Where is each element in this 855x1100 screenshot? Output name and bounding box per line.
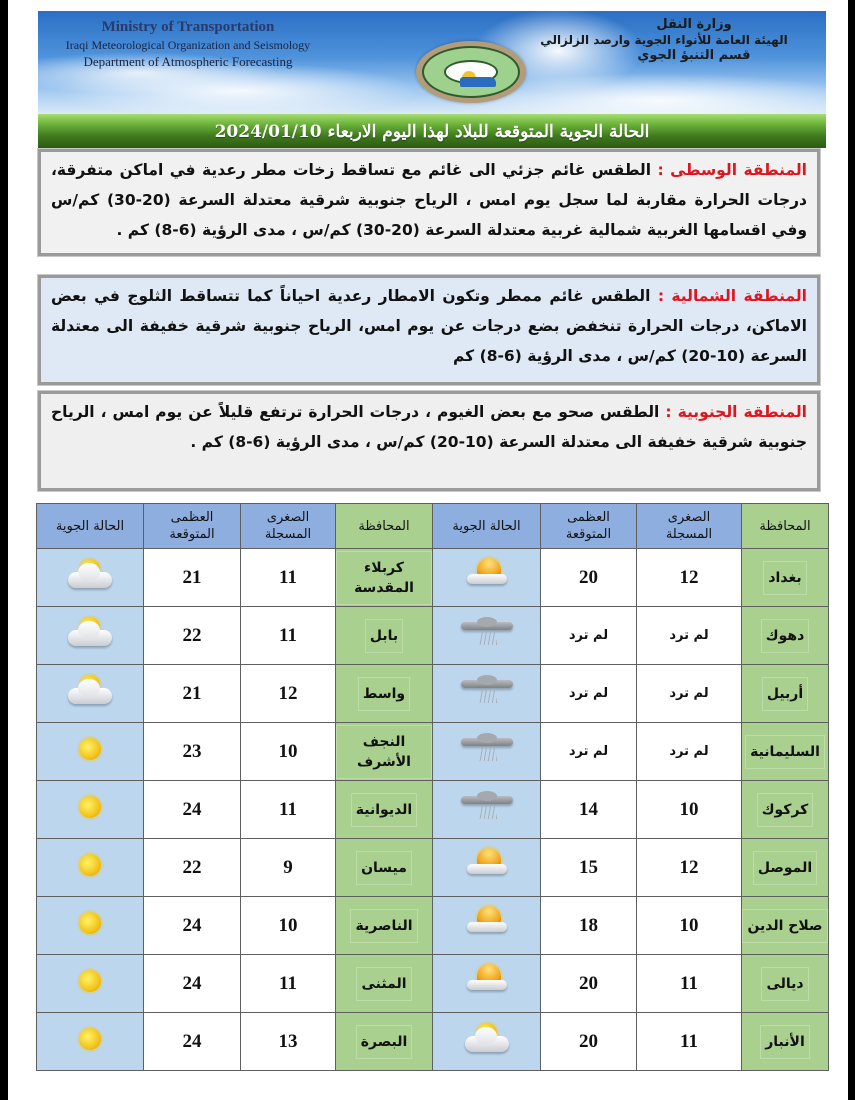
max-temp-cell: لم ترد [541,723,637,781]
header-weather: الحالة الجوية [433,504,541,549]
page-title: الحالة الجوية المتوقعة للبلاد لهذا اليوم الاربعاء 2024/01/10 [38,114,826,148]
min-temp-cell: 10 [241,723,336,781]
table-row [37,607,829,665]
weather-cell [433,781,541,839]
weather-cell [433,897,541,955]
min-temp-cell: 11 [241,781,336,839]
min-temp-cell: 11 [241,607,336,665]
mostly-sunny-icon [459,904,515,944]
governorate-cell: صلاح الدين [742,897,829,955]
region-label: المنطقة الجنوبية : [665,403,807,421]
weather-cell [37,665,144,723]
table-row [37,1013,829,1071]
table-row [37,665,829,723]
max-temp-cell: 22 [144,839,241,897]
governorate-cell: المثنى [336,955,433,1013]
governorate-cell: بابل [336,607,433,665]
header-banner [38,11,826,114]
department-name-ar: قسم التنبؤ الجوي [637,48,751,63]
header-max: العظمى المتوقعة [541,504,637,549]
english-header [48,19,328,70]
min-temp-cell: 12 [241,665,336,723]
weather-cell [433,723,541,781]
arabic-header [514,17,814,63]
max-temp-cell: 21 [144,549,241,607]
weather-cell [433,549,541,607]
weather-cell [37,1013,144,1071]
header-weather: الحالة الجوية [37,504,144,549]
region-text: الطقس غائم جزئي الى غائم مع تساقط زخات مطر رعدية في اماكن متفرقة، درجات الحرارة مقاربة لما سجل يوم امس ، الرياح جنوبية شرقية معتدلة السرعة (20-30) كم/س وفي اقسامها الغربية شمالية غربية معتدلة السرعة (20-30) كم/س ، مدى الرؤية (6-8) كم . [51,161,807,239]
min-temp-cell: 10 [637,781,742,839]
governorate-cell: السليمانية [742,723,829,781]
organization-logo-icon [416,41,526,103]
max-temp-cell: 24 [144,897,241,955]
region-text: الطقس صحو مع بعض الغيوم ، درجات الحرارة ترتفع قليلاً عن يوم امس ، الرياح جنوبية شرقية خفيفة الى معتدلة السرعة (10-20) كم/س ، مدى الرؤية (6-8) كم . [51,403,807,451]
sunny-icon [62,788,118,828]
governorate-cell: دهوك [742,607,829,665]
header-max: العظمى المتوقعة [144,504,241,549]
partly-cloudy-icon [62,614,118,654]
region-central [38,149,820,256]
governorate-cell: كربلاء المقدسة [336,549,433,607]
table-row [37,723,829,781]
ministry-name: Ministry of Transportation [101,19,275,35]
table-row [37,955,829,1013]
rain-icon [459,730,515,770]
department-name: Department of Atmospheric Forecasting [83,54,293,69]
sunny-icon [62,904,118,944]
table-row [37,549,829,607]
max-temp-cell: 24 [144,781,241,839]
mostly-sunny-icon [459,962,515,1002]
weather-cell [433,955,541,1013]
region-label: المنطقة الوسطى : [657,161,807,179]
weather-cell [433,607,541,665]
governorate-cell: الناصرية [336,897,433,955]
min-temp-cell: 13 [241,1013,336,1071]
governorate-cell: الديوانية [336,781,433,839]
weather-cell [433,1013,541,1071]
governorate-cell: النجف الأشرف [336,723,433,781]
max-temp-cell: 20 [541,955,637,1013]
max-temp-cell: 20 [541,1013,637,1071]
organization-name: Iraqi Meteorological Organization and Seismology [65,38,311,52]
max-temp-cell: 22 [144,607,241,665]
region-label: المنطقة الشمالية : [657,287,807,305]
mostly-sunny-icon [459,556,515,596]
max-temp-cell: 21 [144,665,241,723]
governorate-cell: أربيل [742,665,829,723]
min-temp-cell: 10 [241,897,336,955]
rain-icon [459,788,515,828]
partly-cloudy-icon [62,556,118,596]
sunny-icon [62,730,118,770]
weather-cell [37,897,144,955]
table-row [37,781,829,839]
mostly-sunny-icon [459,846,515,886]
max-temp-cell: لم ترد [541,665,637,723]
region-south [38,391,820,491]
header-min: الصغرى المسجلة [241,504,336,549]
forecast-table [36,503,829,1071]
table-row [37,839,829,897]
weather-cell [37,723,144,781]
max-temp-cell: 20 [541,549,637,607]
governorate-cell: ديالى [742,955,829,1013]
table-header-row [37,504,829,549]
weather-cell [433,665,541,723]
organization-name-ar: الهيئة العامة للأنواء الجوية وارصد الزلزالي [540,33,788,47]
header-governorate: المحافظة [336,504,433,549]
sunny-icon [62,1020,118,1060]
governorate-cell: بغداد [742,549,829,607]
max-temp-cell: لم ترد [541,607,637,665]
region-text: الطقس غائم ممطر وتكون الامطار رعدية احياناً كما تتساقط الثلوج في بعض الاماكن، درجات الحرارة تنخفض بضع درجات عن يوم امس، الرياح جنوبية شرقية خفيفة الى معتدلة السرعة (10-20) كم/س ، مدى الرؤية (6-8) كم [51,287,807,365]
weather-cell [37,781,144,839]
max-temp-cell: 24 [144,1013,241,1071]
min-temp-cell: لم ترد [637,607,742,665]
weather-cell [433,839,541,897]
min-temp-cell: 11 [241,955,336,1013]
forecast-page [8,0,848,1100]
header-min: الصغرى المسجلة [637,504,742,549]
max-temp-cell: 24 [144,955,241,1013]
max-temp-cell: 15 [541,839,637,897]
table-row [37,897,829,955]
min-temp-cell: 10 [637,897,742,955]
max-temp-cell: 23 [144,723,241,781]
governorate-cell: الأنبار [742,1013,829,1071]
ministry-name-ar: وزارة النقل [656,17,732,32]
min-temp-cell: لم ترد [637,665,742,723]
header-governorate: المحافظة [742,504,829,549]
min-temp-cell: 12 [637,549,742,607]
governorate-cell: واسط [336,665,433,723]
min-temp-cell: 12 [637,839,742,897]
weather-cell [37,549,144,607]
partly-cloudy-icon [459,1020,515,1060]
max-temp-cell: 18 [541,897,637,955]
max-temp-cell: 14 [541,781,637,839]
min-temp-cell: 11 [637,1013,742,1071]
governorate-cell: كركوك [742,781,829,839]
partly-cloudy-icon [62,672,118,712]
rain-icon [459,614,515,654]
governorate-cell: ميسان [336,839,433,897]
rain-icon [459,672,515,712]
region-north [38,275,820,385]
governorate-cell: البصرة [336,1013,433,1071]
min-temp-cell: 11 [637,955,742,1013]
min-temp-cell: لم ترد [637,723,742,781]
governorate-cell: الموصل [742,839,829,897]
sunny-icon [62,846,118,886]
weather-cell [37,607,144,665]
sunny-icon [62,962,118,1002]
min-temp-cell: 11 [241,549,336,607]
min-temp-cell: 9 [241,839,336,897]
weather-cell [37,955,144,1013]
weather-cell [37,839,144,897]
